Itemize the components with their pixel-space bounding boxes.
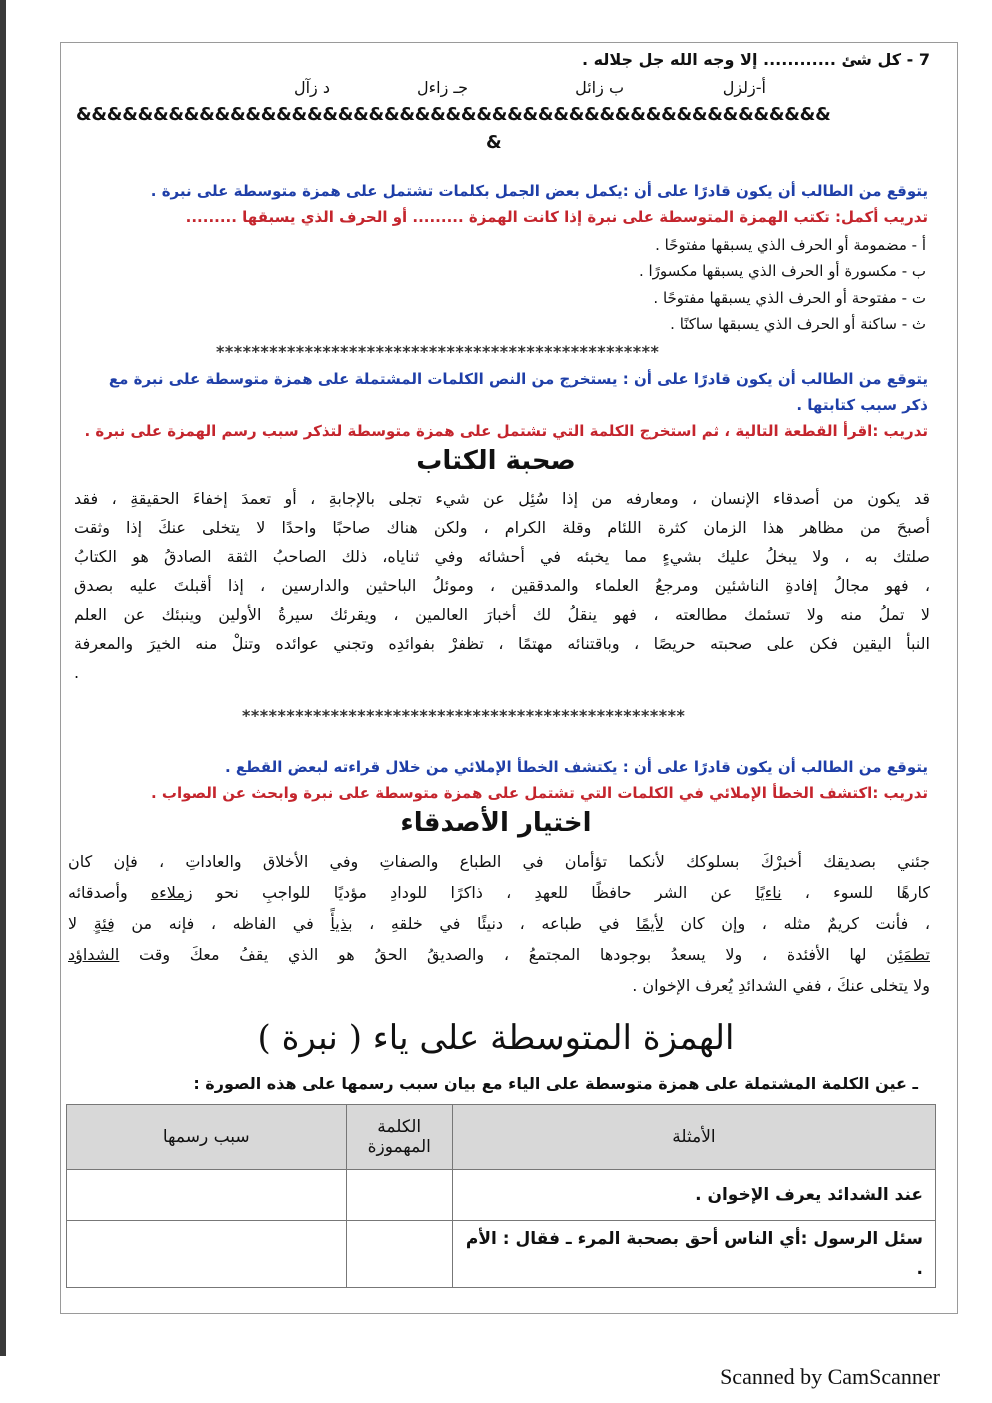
error-word: بذيأً [330,914,353,933]
table-header-row [67,1105,936,1170]
answer-cell-reason[interactable] [67,1170,347,1221]
error-word: فِئةٍ [93,914,115,933]
error-word: لأيمًا [636,914,664,933]
table-row [67,1221,936,1288]
question-7-text: 7 - كل شئ ............ إلا وجه الله جل جلاله . [582,50,930,69]
passage-book-line: . [74,663,80,682]
ampersand-separator-end: & [486,132,502,153]
scanner-watermark: Scanned by CamScanner [720,1364,940,1389]
example-cell: سئل الرسول :أي الناس أحق بصحبة المرء ـ فقال : الأم . [452,1221,935,1288]
objective-2-line1: يتوقع من الطالب أن يكون قادرًا على أن : يستخرج من النص الكلمات المشتملة على همزة متوسطة على نبرة مع [108,370,928,388]
option-c: جـ زاءل [417,78,468,97]
passage-book [74,484,930,687]
answer-cell-word[interactable] [346,1170,452,1221]
passage-title-friends: اختيار الأصدقاء [400,808,592,838]
answer-cell-word[interactable] [346,1221,452,1288]
star-separator-2: ************************************************** [242,706,686,725]
passage-friends-line: جئني بصديقك أخبرْكَ بسلوكك لأنكما تؤأمان في الطباع والصفاتِ وفي الأخلاق والعاداتِ ، فإن كان [68,852,930,871]
error-word: الشداؤد [68,945,120,964]
scan-edge [0,0,6,1356]
error-word: زملاءه [150,883,193,902]
passage-friends-line: ، فأنت كريمٌ مثله ، وإن كان لأيمًا في طباعه ، دنيئًا في خلقهِ ، بذيأً في الفاظه ، فإنه من فِئةٍ لا [68,914,930,933]
passage-title-book: صحبة الكتاب [416,446,576,476]
section-title-hamza: الهمزة المتوسطة على ياء ( نبرة ) [257,1018,735,1058]
passage-book-line: أصبحَ من مظاهر هذا الزمان كثرة اللئام وقلة الكرام ، ولكن هناك صاحبًا واحدًا لا يتخلى عنكَ إذا وثقت [74,518,930,537]
answer-cell-reason[interactable] [67,1221,347,1288]
exercise-2: تدريب :اقرأ القطعة التالية ، ثم استخرج الكلمة التي تشتمل على همزة متوسطة لتذكر سبب رسم الهمزة على نبرة . [84,422,928,440]
exercise-3: تدريب :اكتشف الخطأ الإملائي في الكلمات التي تشتمل على همزة متوسطة على نبرة وابحث عن الصواب . [150,784,928,802]
passage-book-line: ، فهو مجالُ إفادةِ الناشئين ومرجعُ العلماء والمدققين ، وموئلُ الباحثين والدارسين ، إذا أقبلتَ عليه بصدق [74,576,930,595]
table-instruction: ـ عين الكلمة المشتملة على همزة متوسطة على الياء مع بيان سبب رسمها على هذه الصورة : [193,1074,918,1093]
exercise-item-d: ث - ساكنة أو الحرف الذي يسبقها ساكنًا . [670,315,926,333]
objective-3: يتوقع من الطالب أن يكون قادرًا على أن : يكتشف الخطأ الإملائي من خلال قراءته لبعض القطع . [225,758,928,776]
error-word: ناءيًا [755,883,782,902]
exercise-item-b: ب - مكسورة أو الحرف الذي يسبقها مكسورًا . [638,262,926,280]
header-examples: الأمثلة [452,1105,935,1170]
objective-2-line2: ذكر سبب كتابتها . [796,396,928,414]
example-cell: عند الشدائد يعرف الإخوان . [452,1170,935,1221]
star-separator-1: ************************************************** [216,342,660,361]
exercise-item-a: أ - مضمومة أو الحرف الذي يسبقها مفتوحًا . [655,236,926,254]
passage-friends-line: ولا يتخلى عنكَ ، ففي الشدائدِ يُعرف الإخوان . [632,976,930,995]
header-hamza-word: الكلمة المهموزة [346,1105,452,1170]
option-b: ب زائل [575,78,624,97]
examples-table [66,1104,936,1288]
option-d: د زآل [293,78,330,97]
passage-friends [68,846,930,1001]
passage-book-line: صلتك به ، ولا يبخلُ عليك بشيءٍ مما يخبئه في أحشائه وفي ثناياه، ذلك الصاحبُ الثقة الصادقُ هو الكتابُ [74,547,930,566]
passage-friends-line: كارهًا للسوء ، ناءيًا عن الشر حافظًا للعهدِ ، ذاكرًا للودادِ مؤديًا للواجبِ نحو زملاءه وأصدقائه [68,883,931,902]
objective-1: يتوقع من الطالب أن يكون قادرًا على أن :يكمل بعض الجمل بكلمات تشتمل على همزة متوسطة على نبرة . [150,182,928,200]
option-a: أ-زلزل [722,78,766,97]
passage-friends-line: تطمَئِن لها الأفئدة ، ولا يسعدُ بوجودها المجتمعُ ، والصديقُ الحقُ هو الذي يقفُ معكَ وقت الشداؤد [68,945,930,964]
passage-book-line: لا تملُ منه ولا تسئمك مطالعته ، فهو ينقلُ لك أخبارَ العالمين ، ويقرئك سيرةُ الأولين وينبئك عن العلم [74,605,930,624]
exercise-1: تدريب أكمل: تكتب الهمزة المتوسطة على نبرة إذا كانت الهمزة ......... أو الحرف الذي يسبقها ......... [185,208,928,226]
exercise-item-c: ت - مفتوحة أو الحرف الذي يسبقها مفتوحًا . [653,289,926,307]
error-word: تطمَئِن [886,945,930,964]
passage-book-line: النبأ اليقين فكن على صحبته حريصًا ، وباقتنائه مهتمًا ، تظفرْ بفوائدِه وتجني عوائده وتنلْ منه الخيرَ والمعرفة [74,634,930,653]
table-row [67,1170,936,1221]
passage-book-line: قد يكون من أصدقاء الإنسان ، ومعارفه من إذا سُئِل عن شيء تجلى بالإجابةِ ، أو تعمدَ إخفاءَ الحقيقةِ ، فقد [74,489,930,508]
header-reason: سبب رسمها [67,1105,347,1170]
ampersand-separator: &&&&&&&&&&&&&&&&&&&&&&&&&&&&&&&&&&&&&&&&&&&&&&&&& [76,104,831,125]
